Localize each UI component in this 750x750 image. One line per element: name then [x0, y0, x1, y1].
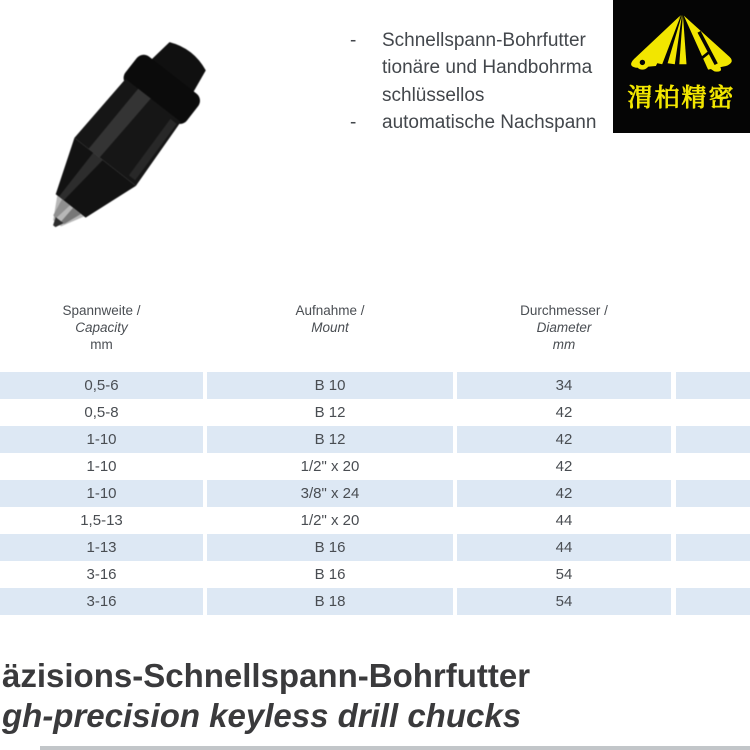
header-line: mm: [90, 337, 113, 352]
cell-capacity: 1,5-13: [80, 512, 123, 529]
table-row: [0, 372, 750, 399]
feature-text: tionäre und Handbohrma: [382, 57, 593, 79]
cell-diameter: 42: [555, 458, 573, 475]
header-diameter: [457, 302, 671, 372]
cell-capacity: 1-10: [86, 458, 117, 475]
cell-mount: B 12: [314, 404, 346, 421]
cell-mount: 1/2" x 20: [300, 458, 360, 475]
cell-extra: [676, 372, 750, 399]
cell-capacity: 1-13: [0, 534, 203, 561]
bullet-dash: -: [350, 29, 357, 51]
feature-text: Schnellspann-Bohrfutter: [382, 29, 586, 51]
wb-rays-emblem-icon: [623, 12, 741, 84]
table-header: [0, 302, 750, 372]
page-title-de: äzisions-Schnellspann-Bohrfutter: [2, 657, 531, 694]
feature-text: schlüssellos: [382, 84, 485, 106]
header-line: Aufnahme /: [295, 303, 365, 318]
cell-mount: B 12: [207, 426, 453, 453]
cell-capacity: 3-16: [86, 566, 117, 583]
cell-diameter: 54: [457, 588, 671, 615]
cell-capacity: 1-10: [0, 426, 203, 453]
table-row: [0, 426, 750, 453]
header-line: mm: [552, 337, 576, 352]
cell-diameter: 44: [555, 512, 573, 529]
table-row: [0, 480, 750, 507]
cell-extra: [676, 588, 750, 615]
brand-logo: [613, 0, 750, 133]
cell-diameter: 42: [555, 404, 573, 421]
cell-extra: [676, 534, 750, 561]
cell-extra: [676, 426, 750, 453]
cell-extra: [676, 480, 750, 507]
cell-mount: B 18: [207, 588, 453, 615]
feature-text: automatische Nachspann: [382, 112, 597, 134]
page-title-en: gh-precision keyless drill chucks: [2, 697, 522, 734]
header-line: Mount: [311, 320, 349, 335]
cell-diameter: 44: [457, 534, 671, 561]
spec-table: [0, 302, 750, 615]
header-line: Spannweite /: [62, 303, 141, 318]
cell-capacity: 0,5-6: [0, 372, 203, 399]
header-capacity: [0, 302, 203, 372]
table-row: [0, 507, 750, 534]
cell-mount: 1/2" x 20: [300, 512, 360, 529]
cell-mount: 3/8" x 24: [207, 480, 453, 507]
brand-name: 渭柏精密: [627, 84, 736, 112]
table-row: [0, 561, 750, 588]
table-row: [0, 399, 750, 426]
table-row: [0, 453, 750, 480]
table-row: [0, 534, 750, 561]
cell-capacity: 0,5-8: [84, 404, 119, 421]
bullet-dash: -: [350, 112, 357, 134]
cell-mount: B 16: [314, 566, 346, 583]
bottom-rule: [40, 746, 750, 750]
header-line: Diameter: [536, 320, 592, 335]
cell-extra: [676, 561, 750, 588]
cell-extra: [676, 507, 750, 534]
cell-diameter: 42: [457, 480, 671, 507]
cell-capacity: 3-16: [0, 588, 203, 615]
cell-diameter: 42: [457, 426, 671, 453]
cell-diameter: 54: [555, 566, 573, 583]
cell-diameter: 34: [457, 372, 671, 399]
header-mount: [207, 302, 453, 372]
product-photo: [8, 28, 238, 250]
drill-chuck-image: [8, 28, 238, 250]
cell-capacity: 1-10: [0, 480, 203, 507]
cell-extra: [676, 453, 750, 480]
header-line: Durchmesser /: [520, 303, 608, 318]
footer: [2, 656, 750, 736]
cell-mount: B 16: [207, 534, 453, 561]
cell-mount: B 10: [207, 372, 453, 399]
table-row: [0, 588, 750, 615]
header-line: Capacity: [75, 320, 128, 335]
cell-extra: [676, 399, 750, 426]
